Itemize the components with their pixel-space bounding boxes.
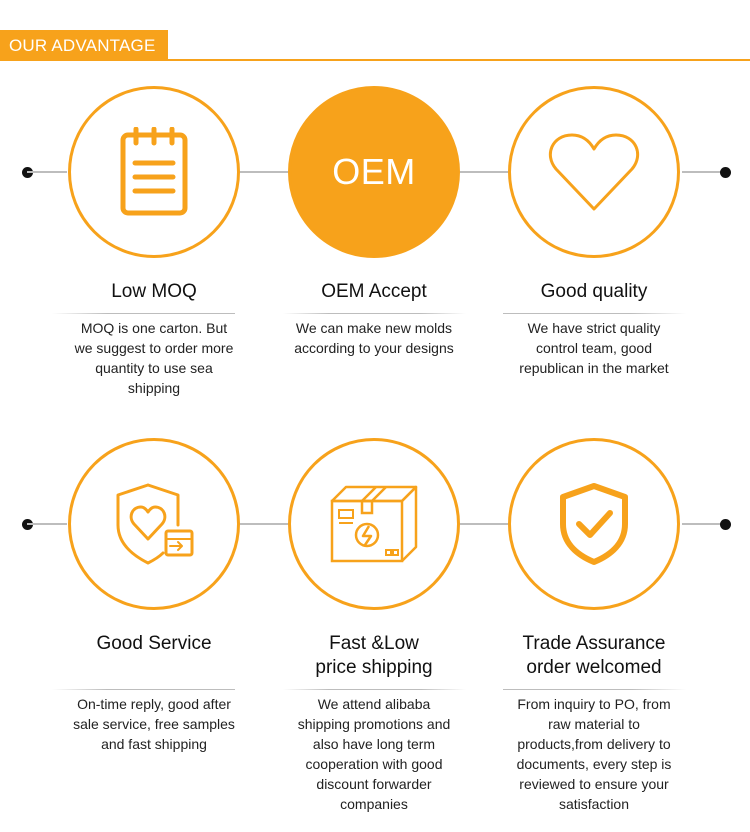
feature-title-good-quality: Good quality bbox=[540, 281, 648, 302]
feature-desc-good-quality: We have strict quality control team, good republican in the market bbox=[519, 320, 669, 376]
feature-circle-good-service bbox=[68, 438, 240, 610]
feature-circle-shipping bbox=[288, 438, 460, 610]
feature-title-good-service: Good Service bbox=[96, 633, 212, 654]
shield-check-icon bbox=[557, 482, 631, 566]
row1-connector-1-2 bbox=[240, 171, 288, 173]
feature-circle-low-moq bbox=[68, 86, 240, 258]
row1-divider-1 bbox=[52, 313, 235, 314]
feature-circle-oem bbox=[288, 86, 460, 258]
feature-circle-trade-assurance bbox=[508, 438, 680, 610]
row1-connector-2-3 bbox=[460, 171, 508, 173]
row2-divider-1 bbox=[52, 689, 235, 690]
shield-heart-icon bbox=[112, 481, 196, 567]
feature-desc-oem-accept: We can make new molds according to your designs bbox=[294, 320, 454, 356]
row2-connector-2-3 bbox=[460, 523, 508, 525]
row1-right-dot bbox=[720, 167, 731, 178]
heart-icon bbox=[548, 131, 640, 213]
row2-divider-3 bbox=[503, 689, 686, 690]
row1-divider-3 bbox=[503, 313, 686, 314]
feature-desc-low-moq: MOQ is one carton. But we suggest to order more quantity to use sea shipping bbox=[74, 320, 234, 396]
clipboard-icon bbox=[119, 127, 189, 217]
feature-title-low-moq: Low MOQ bbox=[111, 281, 197, 302]
row1-divider-2 bbox=[283, 313, 466, 314]
row2-connector-1-2 bbox=[240, 523, 288, 525]
feature-title-shipping: Fast &Low price shipping bbox=[315, 633, 433, 678]
row2-connector-left bbox=[27, 523, 67, 525]
feature-desc-trade-assurance: From inquiry to PO, from raw material to products,from delivery to documents, every step is reviewed to ensure your satisfaction bbox=[516, 696, 672, 812]
header-underline bbox=[0, 59, 750, 61]
package-box-icon bbox=[328, 483, 420, 565]
oem-badge-text: OEM bbox=[332, 151, 416, 192]
section-header: OUR ADVANTAGE bbox=[0, 30, 168, 60]
feature-circle-good-quality bbox=[508, 86, 680, 258]
row2-right-dot bbox=[720, 519, 731, 530]
feature-desc-good-service: On-time reply, good after sale service, free samples and fast shipping bbox=[73, 696, 235, 752]
feature-title-trade-assurance: Trade Assurance order welcomed bbox=[522, 633, 666, 678]
row2-divider-2 bbox=[283, 689, 466, 690]
feature-desc-shipping: We attend alibaba shipping promotions and also have long term cooperation with good discount forwarder companies bbox=[297, 696, 451, 812]
feature-title-oem-accept: OEM Accept bbox=[321, 281, 427, 302]
row1-connector-left bbox=[27, 171, 67, 173]
